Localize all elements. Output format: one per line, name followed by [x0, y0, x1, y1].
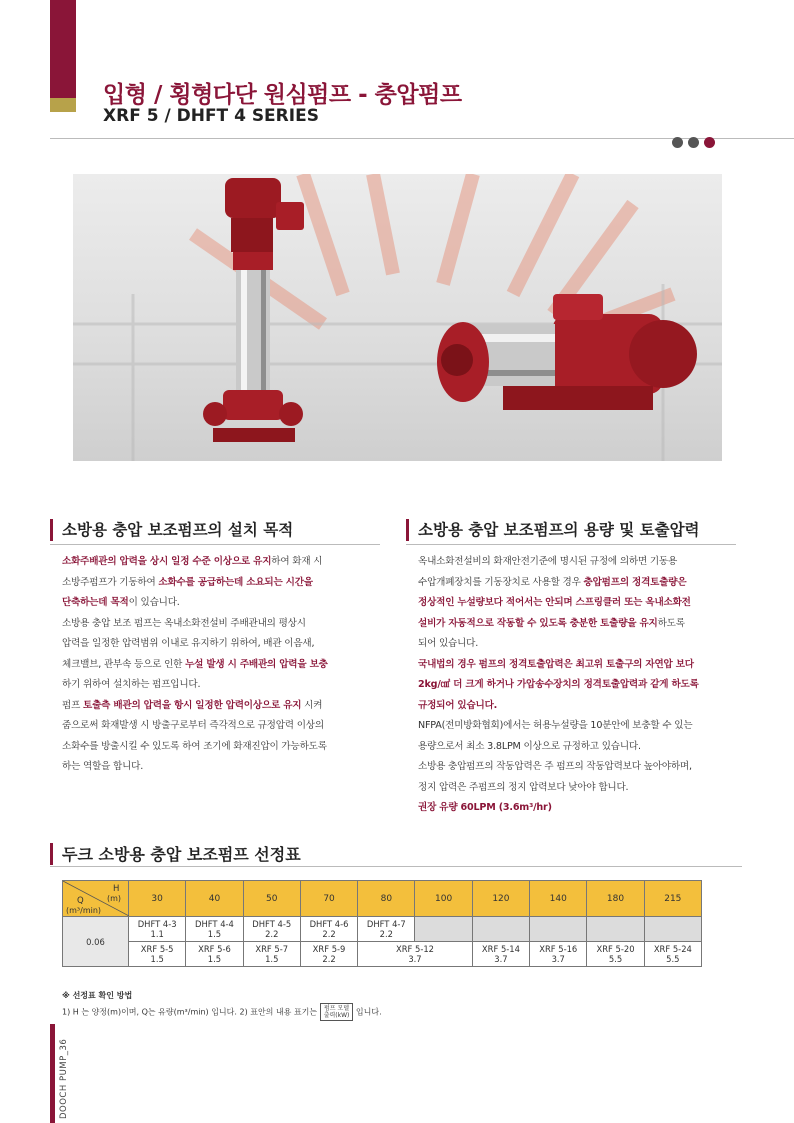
paragraph-line	[418, 634, 738, 655]
body-text: 하는 역할을 합니다.	[62, 761, 144, 772]
page-dot-icon-active	[704, 137, 715, 148]
h-unit: (m)	[107, 894, 122, 903]
paragraph-line	[418, 716, 738, 737]
notes-text-end: 입니다.	[355, 1007, 382, 1017]
body-text: 하도록	[657, 617, 685, 629]
header-accent-gold	[50, 98, 76, 112]
table-row-dhft	[63, 917, 702, 942]
model-cell: XRF 5-6 1.5	[186, 942, 243, 967]
paragraph-line	[62, 696, 380, 717]
head-cell: 80	[358, 881, 415, 917]
highlighted-text: 정상적인 누설량보다 적어서는 안되며 스프링클러 또는 옥내소화전	[418, 597, 691, 608]
head-cell: 140	[530, 881, 587, 917]
model-cell: XRF 5-9 2.2	[300, 942, 357, 967]
selection-table	[62, 880, 702, 967]
head-cell: 50	[243, 881, 300, 917]
body-text: 소방용 충압 보조 펌프는 옥내소화전설비 주배관내의 평상시	[62, 617, 306, 629]
model-cell: DHFT 4-4 1.5	[186, 917, 243, 942]
axis-corner-diagram	[63, 881, 129, 916]
section-heading-selection-table	[62, 842, 301, 865]
capacity-text	[418, 552, 738, 819]
paragraph-line	[418, 552, 738, 573]
notes-text: 1) H 는 양정(m)이며, Q는 유량(m³/min) 입니다. 2) 표안의 내용 표기는	[62, 1007, 318, 1017]
model-cell: XRF 5-16 3.7	[530, 942, 587, 967]
highlighted-text: 권장 유량 60LPM (3.6m³/hr)	[418, 802, 552, 813]
notes-line	[62, 1003, 382, 1021]
paragraph-line	[418, 798, 738, 819]
table-header-row	[63, 881, 702, 917]
empty-cell	[530, 917, 587, 942]
page-subtitle: XRF 5 / DHFT 4 SERIES	[103, 106, 319, 126]
paragraph-line	[418, 614, 738, 635]
highlighted-text: 소화수를 공급하는데 소요되는 시간을	[158, 576, 313, 588]
section-divider	[50, 866, 742, 867]
paragraph-line	[62, 757, 380, 778]
paragraph-line	[418, 573, 738, 594]
q-unit: (m³/min)	[66, 906, 102, 915]
heading-accent-bar	[50, 519, 53, 541]
body-text: 소방주펌프가 기동하여	[62, 576, 159, 588]
section-heading-install-purpose	[62, 518, 293, 540]
paragraph-line	[418, 655, 738, 676]
paragraph-line	[418, 757, 738, 778]
highlighted-text: 충압펌프의 정격토출량은	[583, 576, 687, 588]
highlighted-text: 규정되어 있습니다.	[418, 699, 498, 711]
model-cell: XRF 5-24 5.5	[644, 942, 701, 967]
highlighted-text: 소화주배관의 압력을 상시 일정 수준 이상으로 유지	[62, 556, 272, 567]
paragraph-line	[418, 737, 738, 758]
h-label: H	[113, 884, 120, 894]
section-divider	[50, 544, 380, 545]
paragraph-line	[62, 716, 380, 737]
axis-corner-cell	[63, 881, 129, 917]
section-heading-text: 소방용 충압 보조펌프의 용량 및 토출압력	[418, 521, 700, 539]
empty-cell	[472, 917, 529, 942]
table-notes	[62, 990, 382, 1021]
paragraph-line	[62, 552, 380, 573]
paragraph-line	[62, 573, 380, 594]
body-text: 압력을 일정한 압력범위 이내로 유지하기 위하여, 배관 이음새,	[62, 638, 315, 649]
highlighted-text: 국내법의 경우 펌프의 정격토출압력은 최고위 토출구의 자연압 보다	[418, 658, 694, 670]
highlighted-text: 단축하는데 목적	[62, 597, 129, 608]
body-text: NFPA(전미방화협회)에서는 허용누설량을 10분안에 보충할 수 있는	[418, 720, 693, 731]
flow-value-cell: 0.06	[63, 917, 129, 967]
head-cell: 30	[129, 881, 186, 917]
paragraph-line	[62, 737, 380, 758]
head-cell: 40	[186, 881, 243, 917]
paragraph-line	[62, 634, 380, 655]
body-text: 용량으로서 최소 3.8LPM 이상으로 규정하고 있습니다.	[418, 740, 641, 752]
model-cell: DHFT 4-5 2.2	[243, 917, 300, 942]
page-indicator	[672, 133, 720, 152]
head-cell: 120	[472, 881, 529, 917]
highlighted-text: 토출측 배관의 압력을 항시 일정한 압력이상으로 유지	[83, 699, 302, 711]
model-cell: DHFT 4-3 1.1	[129, 917, 186, 942]
section-heading-text: 두크 소방용 충압 보조펌프 선정표	[62, 845, 301, 864]
q-label: Q	[77, 896, 84, 906]
pump-photo	[73, 174, 722, 461]
highlighted-text: 설비가 자동적으로 작동할 수 있도록 충분한 토출량을 유지	[418, 617, 658, 629]
paragraph-line	[62, 614, 380, 635]
paragraph-line	[62, 593, 380, 614]
body-text: 이 있습니다.	[128, 597, 180, 608]
section-divider	[406, 544, 736, 545]
empty-cell	[644, 917, 701, 942]
head-cell: 100	[415, 881, 472, 917]
highlighted-text: 누설 발생 시 주배관의 압력을 보충	[185, 658, 328, 670]
body-text: 정지 압력은 주펌프의 정지 압력보다 낮아야 합니다.	[418, 781, 629, 793]
paragraph-line	[418, 593, 738, 614]
heading-accent-bar	[406, 519, 409, 541]
paragraph-line	[418, 778, 738, 799]
empty-cell	[587, 917, 644, 942]
body-text: 줌으로써 화재발생 시 방출구로부터 즉각적으로 규정압력 이상의	[62, 720, 324, 731]
paragraph-line	[62, 675, 380, 696]
footer-side-label	[50, 1024, 76, 1123]
page-dot-icon	[672, 137, 683, 148]
page-number-label: DOOCH PUMP_36	[59, 1038, 69, 1119]
model-cell: XRF 5-14 3.7	[472, 942, 529, 967]
footer-accent-strip	[50, 1024, 55, 1123]
body-text: 소방용 충압펌프의 작동압력은 주 펌프의 작동압력보다 높아야하며,	[418, 761, 692, 772]
paragraph-line	[418, 696, 738, 717]
model-cell: XRF 5-12 3.7	[358, 942, 473, 967]
body-text: 하여 화재 시	[271, 556, 323, 567]
page-dot-icon	[688, 137, 699, 148]
header-accent-tab	[50, 0, 76, 112]
body-text: 옥내소화전설비의 화재안전기준에 명시된 규정에 의하면 기동용	[418, 556, 678, 567]
table-row-xrf	[63, 942, 702, 967]
highlighted-text: 2kg/㎠ 더 크게 하거나 가압송수장치의 정격토출압력과 같게 하도록	[418, 679, 699, 690]
head-cell: 180	[587, 881, 644, 917]
page-title: 입형 / 횡형다단 원심펌프 - 충압펌프	[103, 82, 462, 108]
model-cell: XRF 5-7 1.5	[243, 942, 300, 967]
body-text: 수압개폐장치를 기동장치로 사용할 경우	[418, 576, 584, 588]
notes-legend-box: 펌프 모델 출력(kW)	[320, 1003, 354, 1021]
pump-photo-illustration	[73, 174, 722, 461]
model-cell: XRF 5-20 5.5	[587, 942, 644, 967]
head-cell: 70	[300, 881, 357, 917]
paragraph-line	[62, 655, 380, 676]
body-text: 펌프	[62, 699, 83, 711]
vertical-pump	[203, 178, 304, 442]
section-heading-text: 소방용 충압 보조펌프의 설치 목적	[62, 521, 294, 539]
model-cell: DHFT 4-6 2.2	[300, 917, 357, 942]
head-cell: 215	[644, 881, 701, 917]
empty-cell	[415, 917, 472, 942]
model-cell: XRF 5-5 1.5	[129, 942, 186, 967]
install-purpose-text	[62, 552, 380, 778]
body-text: 하기 위하여 설치하는 펌프입니다.	[62, 679, 201, 690]
body-text: 소화수를 방출시킬 수 있도록 하여 조기에 화재진압이 가능하도록	[62, 740, 327, 752]
horizontal-pump	[437, 294, 697, 410]
body-text: 체크밸브, 관부속 등으로 인한	[62, 658, 186, 670]
paragraph-line	[418, 675, 738, 696]
body-text: 되어 있습니다.	[418, 638, 479, 649]
section-heading-capacity	[418, 518, 700, 540]
model-cell: DHFT 4-7 2.2	[358, 917, 415, 942]
body-text: 시켜	[301, 699, 323, 711]
heading-accent-bar	[50, 843, 53, 865]
notes-title: ※ 선정표 확인 방법	[62, 991, 133, 1000]
